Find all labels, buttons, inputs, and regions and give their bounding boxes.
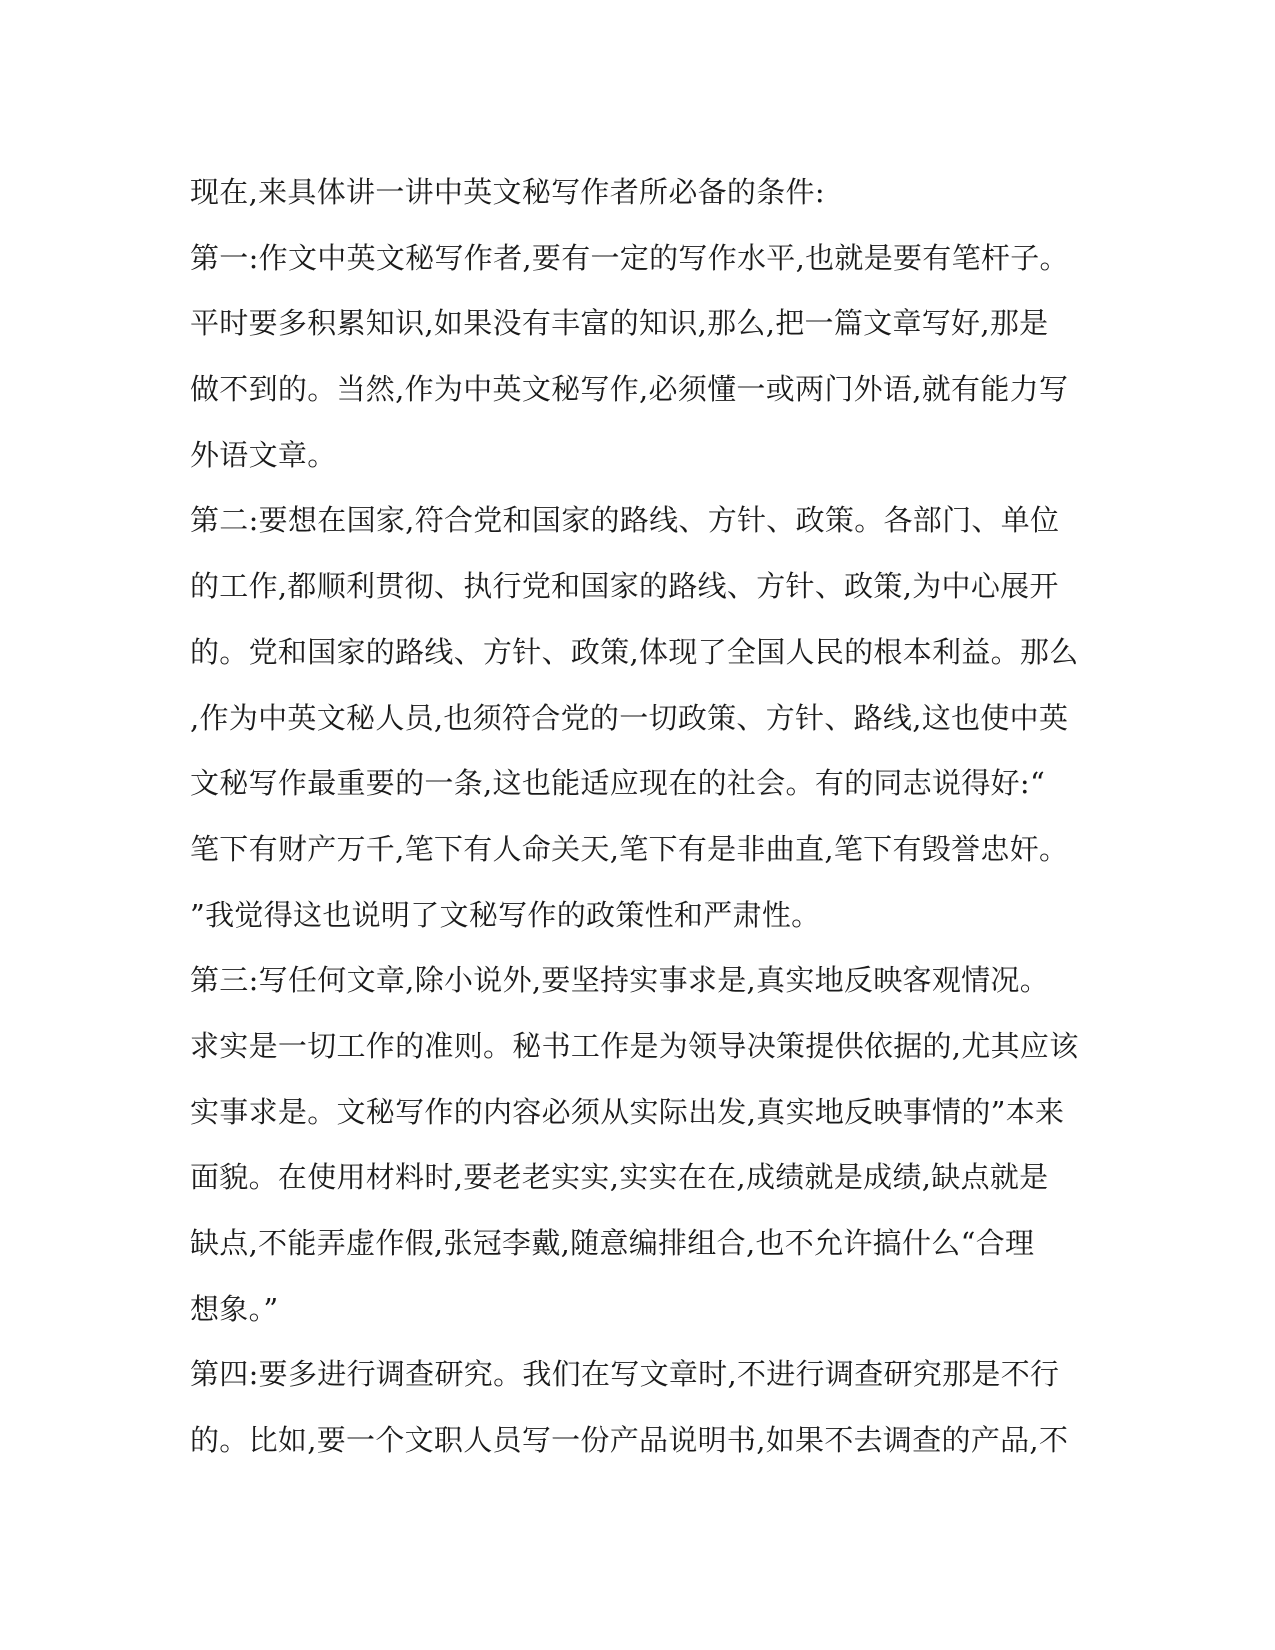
text-line-7: 的工作,都顺利贯彻、执行党和国家的路线、方针、政策,为中心展开 [190, 569, 1059, 604]
text-line-6: 第二:要想在国家,符合党和国家的路线、方针、政策。各部门、单位 [190, 503, 1060, 538]
text-line-1: 现在,来具体讲一讲中英文秘写作者所必备的条件: [190, 175, 825, 209]
text-line-15: 实事求是。文秘写作的内容必须从实际出发,真实地反映事情的”本来 [190, 1094, 1065, 1129]
text-line-11: 笔下有财产万千,笔下有人命关天,笔下有是非曲直,笔下有毁誉忠奸。 [190, 831, 1069, 866]
body-text [190, 160, 1085, 1474]
text-line-12: ”我觉得这也说明了文秘写作的政策性和严肃性。 [190, 897, 821, 932]
text-line-4: 做不到的。当然,作为中英文秘写作,必须懂一或两门外语,就有能力写 [190, 372, 1069, 407]
text-line-3: 平时要多积累知识,如果没有丰富的知识,那么,把一篇文章写好,那是 [190, 306, 1049, 341]
text-line-19: 第四:要多进行调查研究。我们在写文章时,不进行调查研究那是不行 [190, 1357, 1060, 1392]
text-line-9: ,作为中英文秘人员,也须符合党的一切政策、方针、路线,这也使中英 [190, 700, 1069, 735]
text-line-18: 想象。” [190, 1291, 279, 1326]
text-line-20: 的。比如,要一个文职人员写一份产品说明书,如果不去调查的产品,不 [190, 1423, 1069, 1458]
text-line-17: 缺点,不能弄虚作假,张冠李戴,随意编排组合,也不允许搞什么“合理 [190, 1226, 1035, 1260]
text-line-16: 面貌。在使用材料时,要老老实实,实实在在,成绩就是成绩,缺点就是 [190, 1160, 1049, 1195]
text-line-2: 第一:作文中英文秘写作者,要有一定的写作水平,也就是要有笔杆子。 [190, 240, 1069, 275]
text-line-13: 第三:写任何文章,除小说外,要坚持实事求是,真实地反映客观情况。 [190, 963, 1050, 998]
text-line-14: 求实是一切工作的准则。秘书工作是为领导决策提供依据的,尤其应该 [190, 1028, 1079, 1063]
text-line-8: 的。党和国家的路线、方针、政策,体现了全国人民的根本利益。那么 [190, 634, 1079, 669]
text-line-5: 外语文章。 [190, 437, 337, 472]
text-line-10: 文秘写作最重要的一条,这也能适应现在的社会。有的同志说得好:“ [190, 766, 1046, 801]
